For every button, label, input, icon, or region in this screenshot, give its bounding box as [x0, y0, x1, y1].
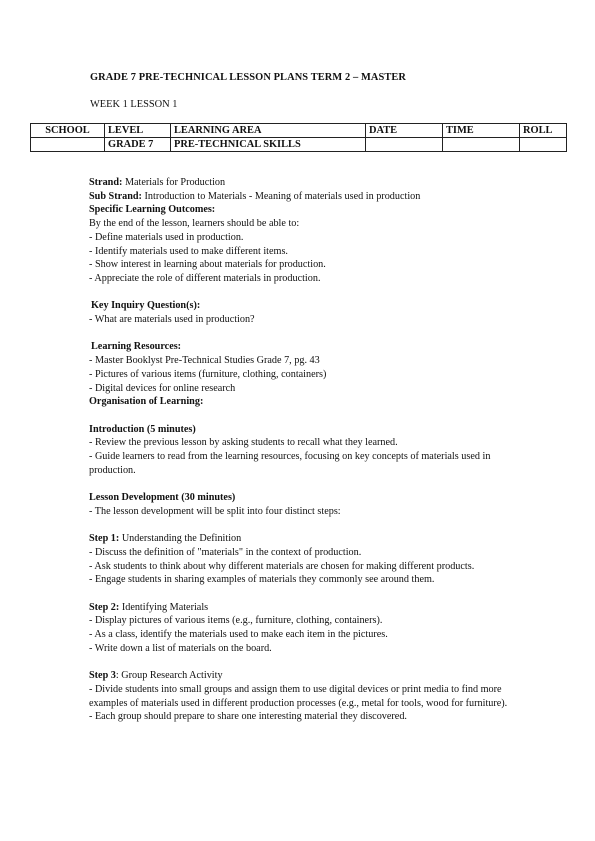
list-item: - Identify materials used to make different items.: [89, 245, 288, 257]
list-item: - Each group should prepare to share one interesting material they discovered.: [89, 711, 407, 723]
table-header-row: [31, 124, 567, 138]
list-item: - Divide students into small groups and assign them to use digital devices or print media to find more examples of materials used in different production processes (e.g., metal for tools, wood for furniture).: [89, 683, 508, 709]
cell-date: [366, 138, 443, 152]
table-row: [31, 138, 567, 152]
header-level: LEVEL: [105, 124, 171, 138]
cell-level: GRADE 7: [105, 138, 171, 152]
lesson-content: [89, 176, 509, 724]
list-item: - Guide learners to read from the learning resources, focusing on key concepts of materials used in production.: [89, 451, 491, 476]
sub-strand-value: Introduction to Materials - Meaning of materials used in production: [141, 190, 421, 202]
step3-label: Step 3: [89, 670, 116, 682]
list-item: - Define materials used in production.: [89, 231, 244, 243]
list-item: - Write down a list of materials on the board.: [89, 642, 272, 654]
development-intro: - The lesson development will be split into four distinct steps:: [89, 505, 341, 517]
lesson-info-table: [30, 123, 567, 152]
introduction-heading: Introduction (5 minutes): [89, 423, 196, 435]
step1-label: Step 1:: [89, 533, 120, 545]
list-item: - As a class, identify the materials used to make each item in the pictures.: [89, 629, 388, 641]
cell-school: [31, 138, 105, 152]
list-item: - Pictures of various items (furniture, clothing, containers): [89, 368, 327, 380]
list-item: - Appreciate the role of different materials in production.: [89, 272, 321, 284]
header-learning-area: LEARNING AREA: [171, 124, 366, 138]
list-item: - Show interest in learning about materials for production.: [89, 259, 326, 271]
development-heading: Lesson Development (30 minutes): [89, 492, 236, 504]
sub-strand-line: [89, 190, 509, 204]
strand-line: [89, 176, 509, 190]
strand-label: Strand:: [89, 177, 123, 188]
kiq-heading: Key Inquiry Question(s):: [91, 300, 201, 312]
step2-heading: [89, 601, 509, 615]
slo-intro: By the end of the lesson, learners should be able to:: [89, 218, 300, 230]
header-time: TIME: [443, 124, 520, 138]
cell-roll: [520, 138, 567, 152]
header-school: SCHOOL: [31, 124, 105, 138]
step3-heading: [89, 669, 509, 683]
step2-title: Identifying Materials: [119, 601, 209, 613]
cell-time: [443, 138, 520, 152]
sub-strand-label: Sub Strand:: [89, 190, 142, 202]
step1-heading: [89, 532, 509, 546]
header-roll: ROLL: [520, 124, 567, 138]
step1-title: Understanding the Definition: [119, 533, 242, 545]
list-item: - Review the previous lesson by asking students to recall what they learned.: [89, 437, 398, 449]
list-item: - Ask students to think about why different materials are chosen for making different products.: [89, 560, 475, 572]
slo-heading: Specific Learning Outcomes:: [89, 204, 216, 216]
strand-value: Materials for Production: [122, 177, 226, 188]
week-lesson-label: WEEK 1 LESSON 1: [90, 99, 178, 110]
list-item: - Discuss the definition of "materials" in the context of production.: [89, 546, 362, 558]
list-item: - Engage students in sharing examples of materials they commonly see around them.: [89, 574, 435, 586]
step3-title: : Group Research Activity: [115, 670, 223, 682]
page-title: GRADE 7 PRE-TECHNICAL LESSON PLANS TERM 2 – MASTER: [90, 72, 406, 83]
cell-learning-area: PRE-TECHNICAL SKILLS: [171, 138, 366, 152]
resources-heading: Learning Resources:: [91, 341, 182, 353]
header-date: DATE: [366, 124, 443, 138]
step2-label: Step 2:: [89, 601, 120, 613]
organisation-heading: Organisation of Learning:: [89, 396, 204, 408]
list-item: - What are materials used in production?: [89, 314, 255, 326]
list-item: - Display pictures of various items (e.g., furniture, clothing, containers).: [89, 615, 383, 627]
list-item: - Master Booklyst Pre-Technical Studies Grade 7, pg. 43: [89, 355, 320, 367]
list-item: - Digital devices for online research: [89, 382, 236, 394]
